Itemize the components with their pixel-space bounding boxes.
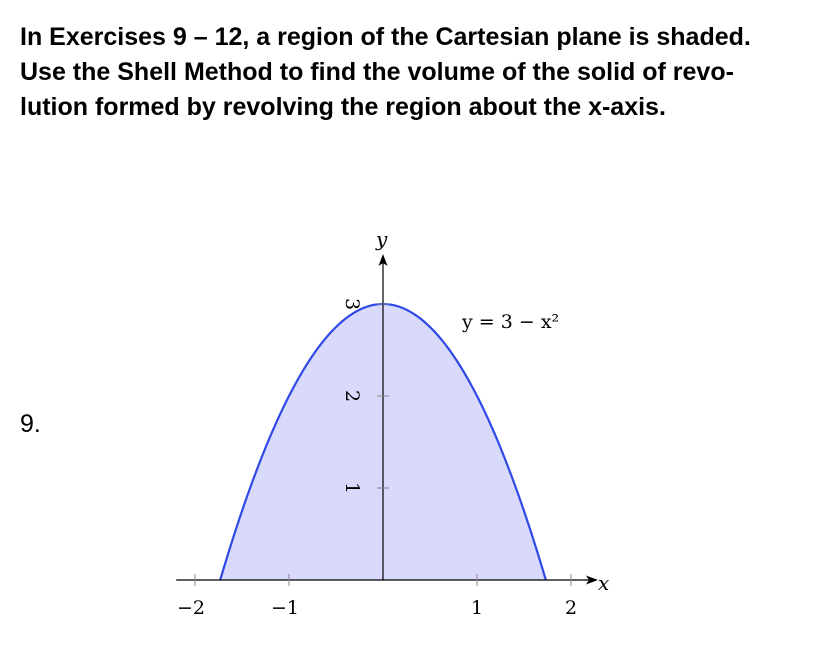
- x-tick-label: 1: [470, 597, 484, 619]
- instructions-line-1: In Exercises 9 – 12, a region of the Cartesian plane is shaded.: [20, 23, 751, 51]
- x-ticks: [177, 574, 577, 619]
- x-axis-label: x: [598, 571, 610, 595]
- y-tick-label: 3: [341, 297, 363, 311]
- x-tick-label: −2: [176, 597, 206, 619]
- y-tick-label: 2: [341, 389, 363, 403]
- x-tick-label: 2: [564, 597, 578, 619]
- exercise-number: 9.: [20, 410, 41, 438]
- curve-equation-label: y = 3 − x²: [462, 311, 560, 333]
- instructions-line-2: Use the Shell Method to find the volume of the solid of revo-: [20, 58, 734, 86]
- y-tick-label: 1: [341, 481, 363, 495]
- x-tick-label: −1: [270, 597, 300, 619]
- y-axis-label: y: [376, 227, 388, 251]
- instructions-line-3: lution formed by revolving the region about the x-axis.: [20, 93, 666, 121]
